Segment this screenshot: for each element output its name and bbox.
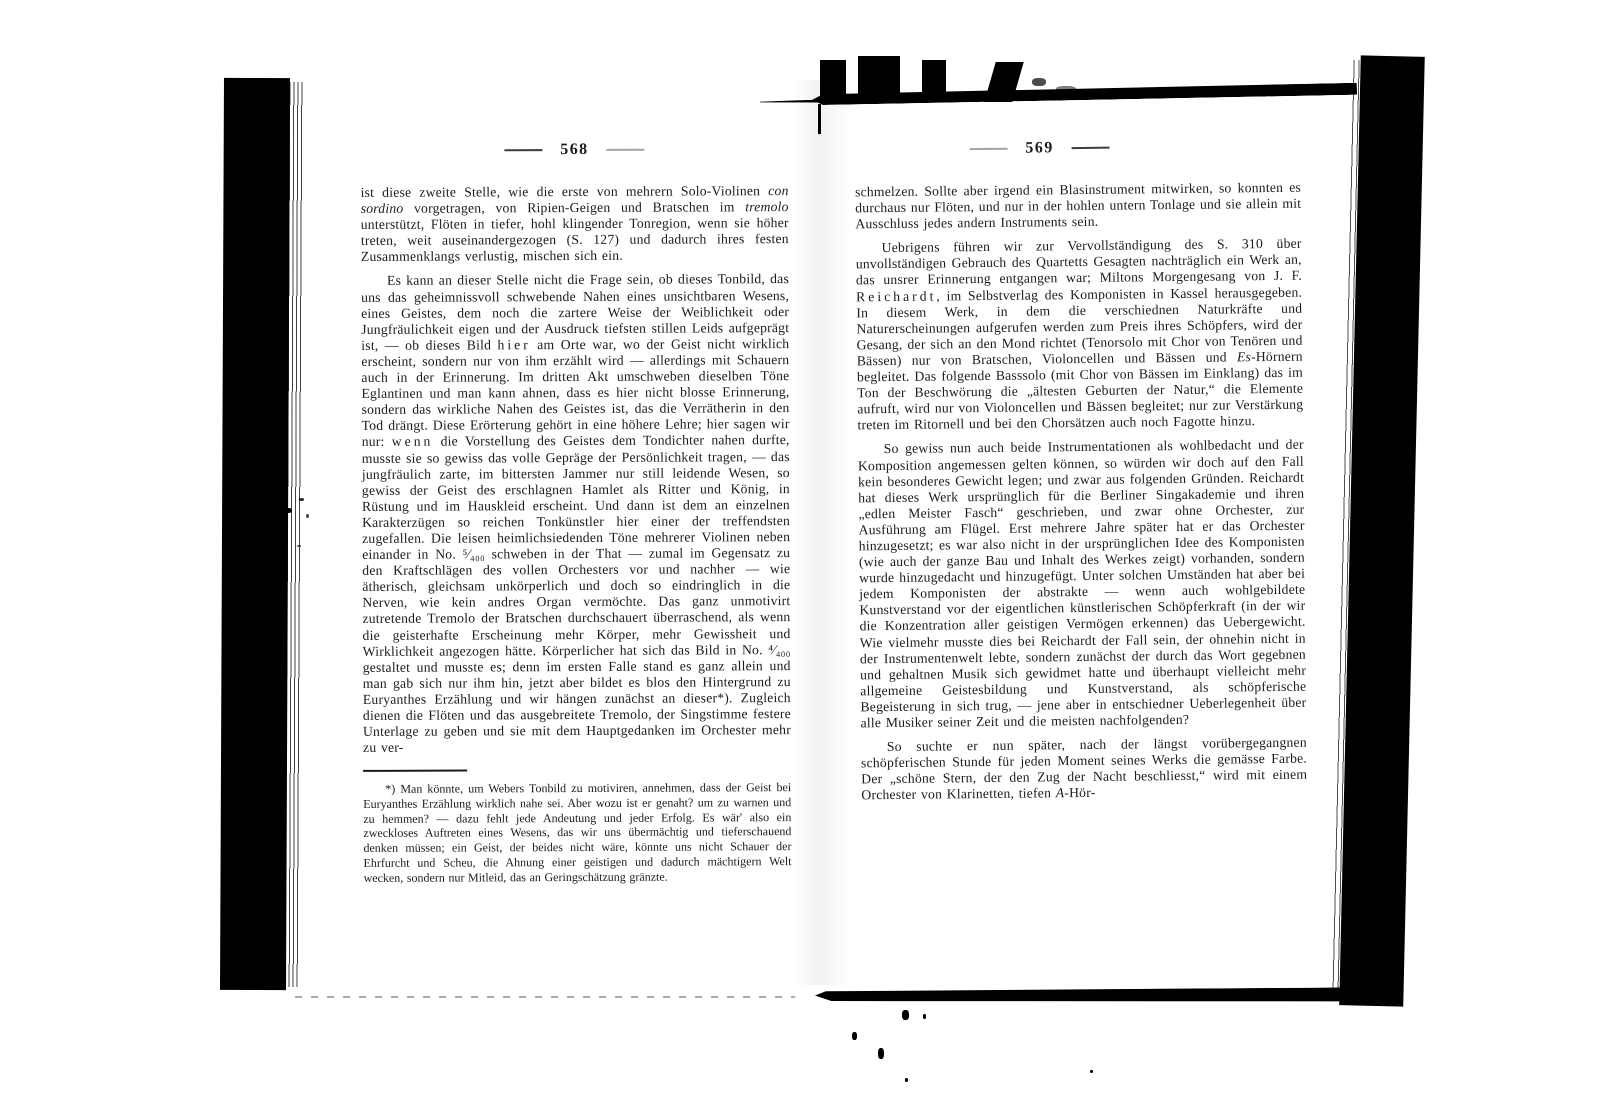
scan-artifact-bottom-bar — [815, 987, 1357, 1004]
text-segment: -Hör- — [1064, 785, 1096, 801]
scan-speck — [878, 1048, 884, 1059]
text-segment: So gewiss nun auch beide Instrumentationen als wohlbedacht und der Komposition angemessen gelten können, so würden wir doch auf den Fall kein besonderes Gewicht legen; und zwar aus folgenden Gründen. Reichardt hat dieses Werk ursprünglich für die Berliner Singakademie und ihren „edlen Meister Fasch“ geschrieben, und zwar ohne Orchester, zur Ausführung am Flügel. Erst mehrere Jahre später hat er das Orchester hinzugesetzt; es war also nicht in der ursprünglichen Idee des Komponisten (wie auch der ganze Bau und Inhalt des Werkes zeigt) vorhanden, sondern wurde hinzugedacht und hinzugefügt. Unter solchen Umständen hat aber bei jedem Komponisten der abstrakte — wenn auch wohlgebildete Kunstverstand vor der eigentlichen künstlerischen Schöpferkraft (in der wir die Konzentration aller geistigen Vermögen erkennen) das Uebergewicht. Wie vielmehr musste dies bei Reichardt der Fall sein, der ohnehin nicht in der Instrumentenwelt lebte, sondern zunächst der durch das Wort gegebnen und gehaltnen Musik sich gewidmet hatte und überhaupt vielleicht mehr allgemeine Geistesbildung und Kunstverstand, als schöpferische Begeisterung in sich trug, — jene aber in entschiedner Ueberlegenheit über alle Musiker seiner Zeit und die meisten nachfolgenden? — [857, 437, 1307, 731]
scan-speck — [1056, 86, 1076, 92]
paragraph — [361, 272, 791, 757]
footnote — [363, 780, 791, 885]
scan-artifact-blob — [922, 60, 946, 102]
text-segment: tremolo — [745, 199, 789, 215]
text-segment: vorgetragen, von Ripien-Geigen und Bratschen im — [403, 199, 746, 216]
text-segment: Uebrigens führen wir zur Vervollständigung des S. 310 über unvollständigen Gebrauch des Quartetts Gesagten nachträglich ein Werk an, das unsrer Erinnerung entgangen war; Miltons Morgengesang von J. F. — [855, 235, 1303, 288]
scan-speck — [299, 498, 304, 501]
scan-speck — [905, 1078, 908, 1082]
page-number-left: 568 — [560, 140, 589, 159]
scan-speck — [1085, 92, 1095, 96]
footnote-rule — [363, 770, 467, 772]
scan-speck — [306, 514, 309, 518]
page-number-right: 569 — [1025, 139, 1054, 157]
page-left — [360, 139, 791, 885]
text-segment: con sordino — [360, 183, 789, 217]
text-segment: unterstützt, Flöten in tiefer, hohl klingender Tonregion, wenn sie höher treten, weit auseinandergezogen (S. 127) und dadurch ihres festen Zusammenklangs verlustig, mischen sich ein. — [360, 215, 789, 265]
text-segment: , im Selbstverlag des Komponisten in Kassel herausgegeben. In diesem Werk, in dem die verschiednen Naturkräfte und Naturerscheinungen aufgerufen werden zum Preis ihres Schöpfers, wird der Gesang, der sich an den Mond richtet (Tenorsolo mit Chor von Tenören und Bässen) nur von Bratschen, Violoncellen und Bässen und — [856, 284, 1303, 369]
text-segment: Es — [1236, 349, 1252, 365]
header-rule — [1072, 147, 1110, 149]
page-right — [854, 136, 1307, 812]
text-segment: ist diese zweite Stelle, wie die erste von mehrern Solo-Violinen — [360, 183, 769, 200]
scan-speck — [923, 1014, 926, 1019]
page-header-left — [360, 139, 788, 161]
scan-speck — [902, 1010, 909, 1020]
scan-artifact-blob — [858, 56, 900, 102]
header-rule — [504, 149, 542, 151]
scan-speck — [1032, 78, 1046, 86]
header-rule — [969, 148, 1007, 150]
paragraph — [861, 735, 1308, 804]
text-segment: A — [1055, 785, 1065, 801]
scan-speck — [852, 1032, 857, 1040]
text-segment: wenn — [391, 434, 434, 450]
text-segment: -Hörnern begleitet. Das folgende Basssolo (mit Chor von Bässen im Einklang) das im Ton der Beschwörung die „ältesten Geburten der Natur,“ die Elemente aufruft, wird nur von Violoncellen und Bässen begleitet; nur zur Verstärkung treten im Ritornell und bei den Chorsätzen auch noch Fagotte hinzu. — [856, 348, 1304, 433]
paragraph — [856, 236, 1304, 434]
page-gutter-shadow — [792, 80, 852, 985]
scan-speck — [283, 508, 292, 513]
scan-artifact-bottom-dotline — [295, 996, 795, 998]
text-segment: Es kann an dieser Stelle nicht die Frage sein, ob dieses Tonbild, das uns das geheimnissvoll schwebende Nahen eines unsichtbaren Wesens, eines Geistes, dem noch die zartere Weise der Weiblichkeit oder Jungfräulichkeit eigen und der Ausdruck tiefsten stillen Leids aufgeprägt ist, — ob dieses Bild — [361, 271, 790, 353]
scan-artifact-top-spike — [818, 104, 821, 134]
text-segment: die Vorstellung des Geistes dem Tondichter nahen durfte, musste sie so gewiss das volle Gepräge der Persönlichkeit tragen, — das jungfräulich zarte, im bittersten Jammer nur still leidende Wesen, so gewiss der Geist des erschlagnen Hamlet als Ritter und König, in Rüstung und im Hauskleid erscheint. Und dann ist dem an einzelnen Karakterzügen so reichen Tonkünstler hier einer der treffendsten zugefallen. Die leisen heimlichsiedenden Töne mehrerer Violinen neben einander in No. ⁵⁄₄₀₀ schweben in der That — zumal im Gegensatz zu den Kraftschlägen des vollen Orchesters vor und nachher — wie ätherisch, gleichsam unkörperlich und doch so eindringlich in die Nerven, wie kein andres Organ vermöchte. Das ganz unmotivirt zutretende Tremolo der Bratschen durchschauert überraschend, als wenn die geisterhafte Erscheinung mehr Körper, mehr Gewissheit und Wirklichkeit angezogen hätte. Körperlicher hat sich das Bild in No. ⁴⁄₄₀₀ gestaltet und musste es; denn im ersten Falle stand es ganz allein und man gab sich nur ihm hin, jetzt aber bildet es blos den Hintergrund zu Euryanthes Erzählung und wir hängen zunächst an dieser*). Zugleich dienen die Flöten und das ausgebreitete Tremolo, der Singstimme festere Unterlage zu geben und sie mit dem Hauptgedanken im Orchester mehr zu ver- — [361, 432, 791, 756]
text-segment: *) Man könnte, um Webers Tonbild zu motiviren, annehmen, dass der Geist bei Euryanthes Erzählung wirklich nahe sei. Aber wozu ist er genaht? um zu warnen und zu hemmen? — dazu fehlt jede Andeutung und jeder Erfolg. Es wär' also ein zweckloses Auftreten eines Wesens, das wir uns übermächtig und tieferschauend denken müssen; ein Geist, der beides nicht wäre, könnte uns nicht Schauer der Ehrfurcht und Scheu, die Ahnung einer geistigen und dadurch mächtigern Welt wecken, sondern nur Mitleid, das an Geringschätzung gränzte. — [363, 780, 792, 885]
scan-artifact-blob — [820, 60, 846, 102]
header-rule — [607, 149, 645, 151]
paragraph — [858, 437, 1307, 731]
text-segment: am Orte war, wo der Geist nicht wirklich erscheint, sondern nur von ihm erzählt wird — allerdings mit Schauern auch in der Erinnerung. Im dritten Akt umschweben dieselben Töne Eglantinen und man kann ahnen, dass es hier nicht blosse Erinnerung, sondern das wirkliche Nahen des Geistes ist, das die Verrätherin in den Tod drängt. Diese Erörterung gehört in eine höhere Lehre; hier sagen wir nur: — [361, 335, 790, 450]
text-segment: Reichardt — [856, 288, 937, 304]
paragraph — [855, 180, 1301, 233]
paragraph — [363, 780, 791, 885]
paragraph — [361, 183, 789, 265]
scan-artifact-left-binding — [220, 78, 290, 990]
page-header-right — [816, 136, 1262, 161]
scan-speck — [1090, 1070, 1093, 1073]
text-column-right — [855, 180, 1307, 804]
scan-speck — [297, 545, 301, 547]
text-segment: schmelzen. Sollte aber irgend ein Blasinstrument mitwirken, so konnten es durchaus nur Flöten, und nur in der hohlen untern Tonlage und sie allein mit Ausschluss jedes andern Instruments sein. — [854, 179, 1302, 232]
text-column-left — [361, 183, 791, 756]
text-segment: hier — [497, 337, 531, 353]
text-segment: So suchte er nun später, nach der längst vorübergegangnen schöpferischen Stunde für jeden Moment seines Werks die gemässe Farbe. Der „schöne Stern, der den Zug der Nacht beschliesst,“ wird mit einem Orchester von Klarinetten, tiefen — [860, 734, 1308, 803]
